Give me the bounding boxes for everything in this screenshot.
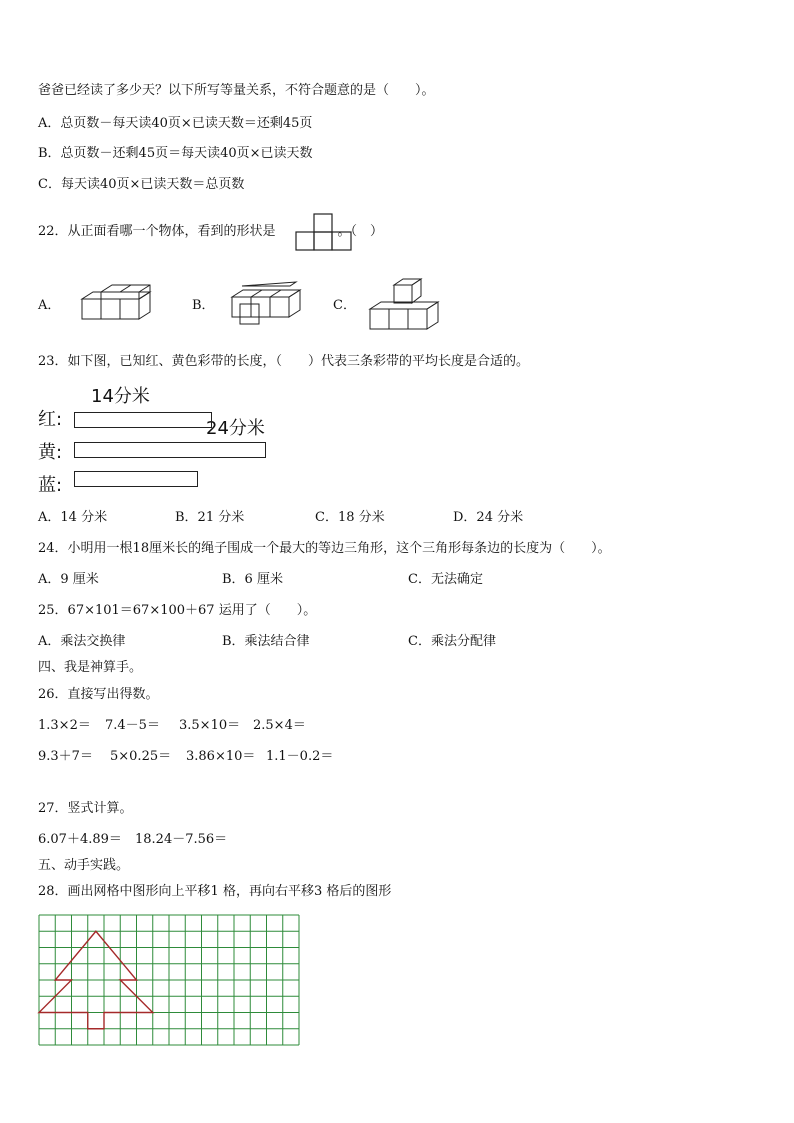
q27-stem: 27．竖式计算。 [38,801,133,816]
yellow-length-label: 24分米 [206,418,265,439]
q21-option-b[interactable]: B．总页数－还剩45页＝每天读40页×已读天数 [38,146,313,161]
q26-item: 1.1－0.2＝ [266,749,334,764]
red-length-label: 14分米 [91,386,150,407]
q26-item: 9.3＋7＝ [38,749,93,764]
q22-stem-bracket: 。（ ） [337,224,384,239]
q27-item: 6.07＋4.89＝ [38,832,122,847]
yellow-ribbon-label: 黄: [38,442,63,463]
q21-stem: 爸爸已经读了多少天？以下所写等量关系，不符合题意的是（ ）。 [38,83,435,98]
q26-item: 3.5×10＝ [179,718,241,733]
q22-option-b-cubes [228,282,300,330]
q24-option-c[interactable]: C．无法确定 [408,572,483,587]
q22-option-c-cubes [366,276,438,332]
q25-option-a[interactable]: A．乘法交换律 [38,634,126,649]
red-ribbon-label: 红: [38,409,63,430]
red-ribbon-bar [74,412,212,428]
q22-option-a[interactable]: A． [38,298,61,313]
q24-stem: 24．小明用一根18厘米长的绳子围成一个最大的等边三角形，这个三角形每条边的长度为（ ）。 [38,541,611,556]
q28-stem: 28．画出网格中图形向上平移1 格，再向右平移3 格后的图形 [38,884,392,899]
q26-item: 2.5×4＝ [253,718,306,733]
yellow-ribbon-bar [74,442,266,458]
q22-option-b[interactable]: B． [192,298,215,313]
q25-option-b[interactable]: B．乘法结合律 [222,634,310,649]
q26-item: 1.3×2＝ [38,718,91,733]
blue-ribbon-bar [74,471,198,487]
q22-stem-text: 22．从正面看哪一个物体，看到的形状是 [38,224,276,239]
q27-item: 18.24－7.56＝ [135,832,228,847]
q22-option-c[interactable]: C． [333,298,356,313]
section-4-heading: 四、我是神算手。 [38,660,143,675]
q23-option-b[interactable]: B．21 分米 [175,510,245,525]
q24-option-a[interactable]: A．9 厘米 [38,572,99,587]
q26-stem: 26．直接写出得数。 [38,687,159,702]
front-view-figure [295,212,355,252]
grid-lines [39,915,299,1045]
q22-option-a-cubes [78,282,163,324]
blue-ribbon-label: 蓝: [38,475,63,496]
translation-grid[interactable] [39,915,301,1047]
q23-option-d[interactable]: D．24 分米 [453,510,524,525]
q21-option-c[interactable]: C．每天读40页×已读天数＝总页数 [38,177,245,192]
q23-stem: 23．如下图，已知红、黄色彩带的长度，（ ）代表三条彩带的平均长度是合适的。 [38,354,530,369]
q21-option-a[interactable]: A．总页数－每天读40页×已读天数＝还剩45页 [38,116,313,131]
q25-stem: 25．67×101＝67×100＋67 运用了（ ）。 [38,603,317,618]
q24-option-b[interactable]: B．6 厘米 [222,572,283,587]
section-5-heading: 五、动手实践。 [38,858,130,873]
q26-item: 3.86×10＝ [186,749,256,764]
q23-option-a[interactable]: A．14 分米 [38,510,108,525]
q25-option-c[interactable]: C．乘法分配律 [408,634,496,649]
q26-item: 7.4－5＝ [105,718,160,733]
q26-item: 5×0.25＝ [110,749,172,764]
q23-option-c[interactable]: C．18 分米 [315,510,385,525]
